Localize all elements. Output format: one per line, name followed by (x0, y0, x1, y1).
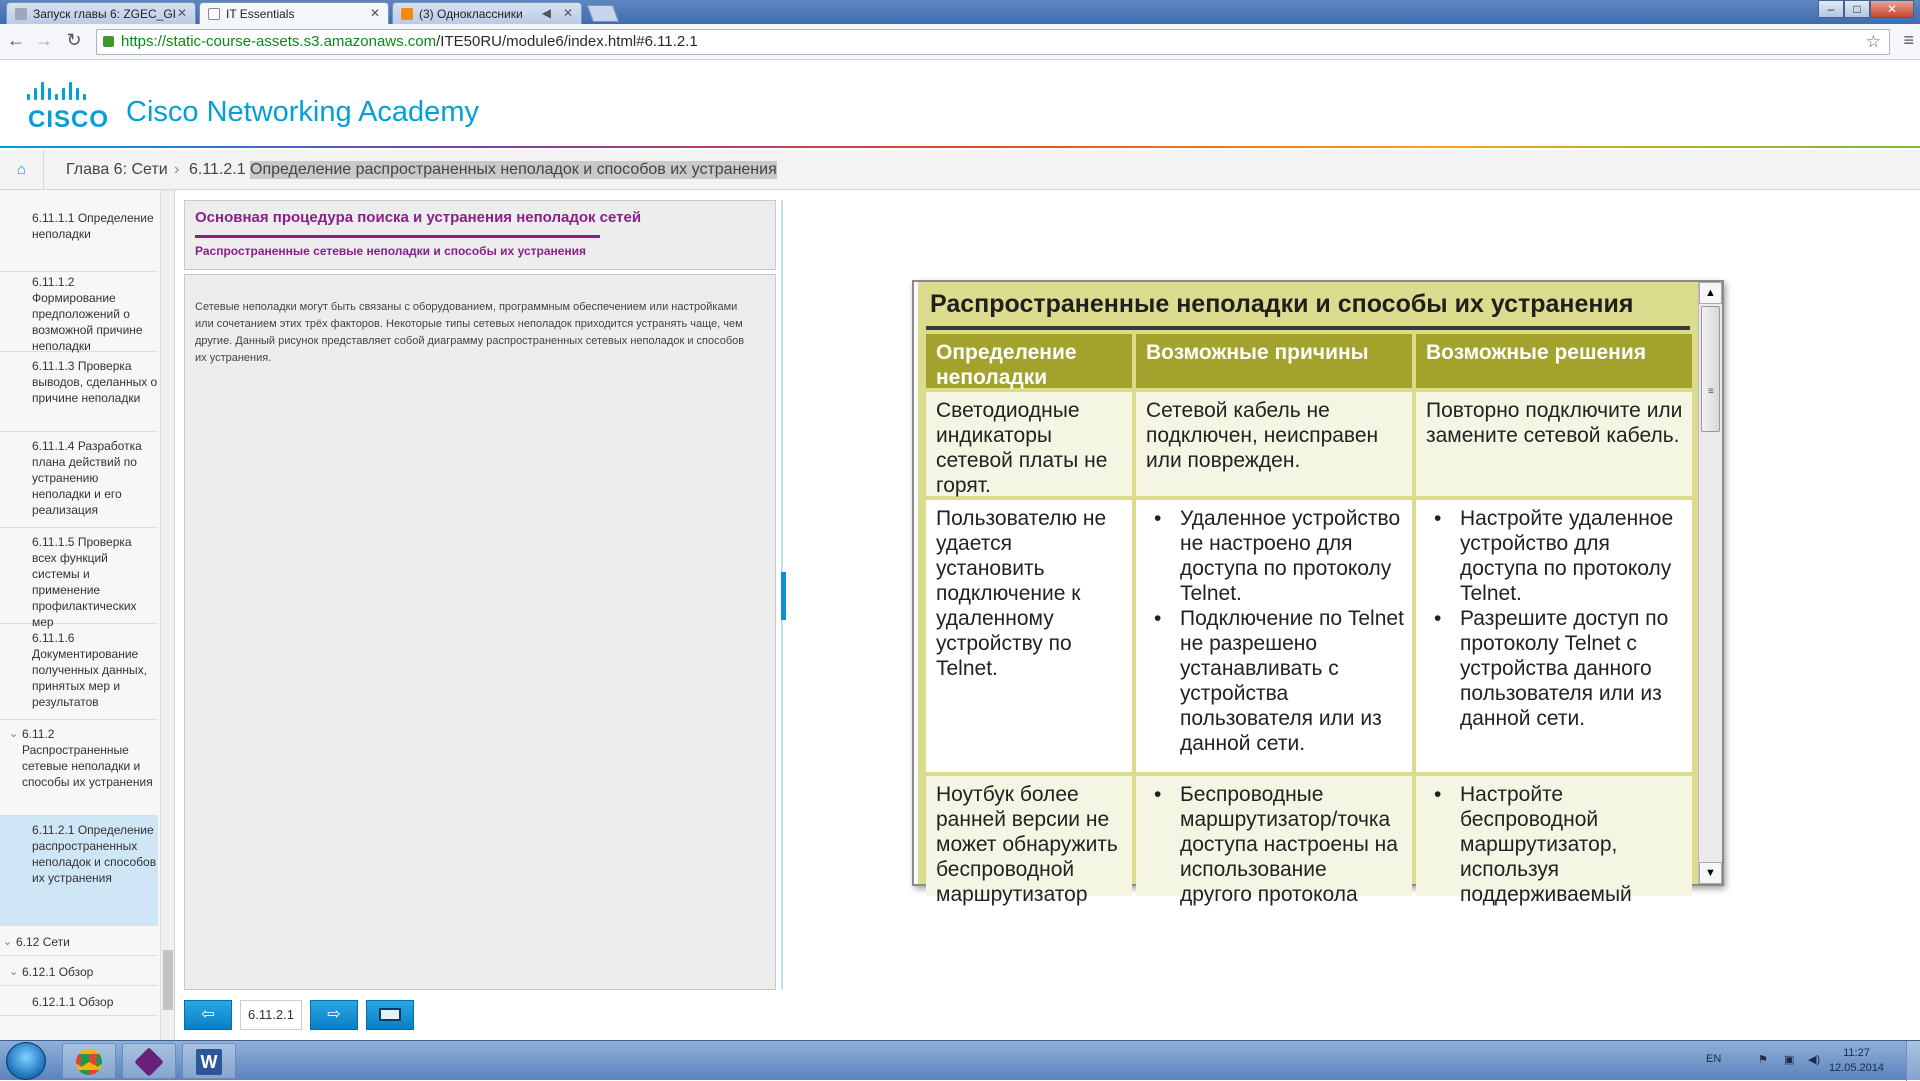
list-item: • Настройте беспроводной маршрутизатор, используя поддерживаемый (1426, 782, 1684, 907)
header-divider (0, 146, 1920, 148)
list-item: • Разрешите доступ по протоколу Telnet с устройства данного пользователя или из данной сети. (1426, 606, 1684, 731)
sidebar-item-6-11-2-1[interactable] (0, 816, 158, 926)
layout-toggle-button[interactable] (366, 1000, 414, 1030)
table-cell-solutions (1416, 776, 1692, 906)
breadcrumb-page-number: 6.11.2.1 (189, 161, 246, 178)
page-number-field: 6.11.2.1 (240, 1000, 302, 1030)
table-cell-solutions (1416, 500, 1692, 772)
sidebar-item-label: 6.12.1 Обзор (22, 965, 94, 979)
arrow-left-icon: ⇦ (201, 1006, 215, 1023)
course-sidebar (0, 190, 175, 1040)
browser-tab-bar (0, 0, 1920, 24)
table-cell-problem: Ноутбук более ранней версии не может обнаружить беспроводной маршрутизатор (926, 776, 1132, 896)
sidebar-item-6-11-1-5[interactable] (0, 528, 158, 629)
sidebar-item-6-11-1-2[interactable] (0, 272, 158, 352)
diagram-scrollbar[interactable] (1698, 282, 1722, 884)
maximize-button[interactable]: □ (1844, 0, 1870, 18)
title-underline (195, 235, 600, 238)
system-clock[interactable] (1829, 1046, 1884, 1076)
taskbar-chrome[interactable] (62, 1043, 116, 1079)
list-item: • Удаленное устройство не настроено для доступа по протоколу Telnet. (1146, 506, 1404, 606)
window-icon (379, 1008, 401, 1021)
arrow-right-icon: ⇨ (327, 1006, 341, 1023)
sidebar-item-label: 6.11.2 Распространенные сетевые неполадки и способы их устранения (22, 727, 153, 789)
tab-odnoklassniki[interactable] (392, 2, 582, 24)
next-page-button[interactable] (310, 1000, 358, 1030)
content-text: Сетевые неполадки могут быть связаны с оборудованием, программным обеспечением или настройками или сочетанием этих трёх факторов. Некоторые типы сетевых неполадок приходится устранять чаще, чем другие. Данный рисунок представляет собой диаграмму распространенных сетевых неполадок и способов их устранения. (195, 301, 745, 364)
content-title: Основная процедура поиска и устранения неполадок сетей (195, 209, 642, 226)
sidebar-item-label: 6.12.1.1 Обзор (32, 995, 114, 1009)
chevron-down-icon: ⌄ (9, 966, 19, 978)
diagram-canvas (918, 282, 1698, 906)
sidebar-item-label: 6.11.1.2 Формирование предположений о возможной причине неполадки (32, 275, 143, 353)
diagram-title: Распространенные неполадки и способы их устранения (930, 290, 1634, 318)
chevron-down-icon: ⌄ (3, 936, 13, 948)
scroll-down-arrow-icon[interactable]: ▼ (1699, 862, 1722, 884)
table-cell-problem: Светодиодные индикаторы сетевой платы не горят. (926, 392, 1132, 496)
back-icon[interactable]: ← (7, 30, 25, 50)
music-icon (401, 8, 413, 20)
sidebar-scroll-thumb[interactable] (163, 950, 173, 1010)
brand-title (126, 96, 479, 129)
windows-taskbar (0, 1040, 1920, 1080)
content-body (184, 274, 776, 990)
table-cell-solutions: Повторно подключите или замените сетевой кабель. (1416, 392, 1692, 496)
sidebar-item-6-11-1-6[interactable] (0, 624, 158, 720)
list-item: • Подключение по Telnet не разрешено устанавливать с устройства пользователя или из данной сети. (1146, 606, 1404, 756)
breadcrumb (0, 150, 1920, 190)
tab-label: (3) Одноклассники (419, 7, 523, 21)
url-path: /ITE50RU/module6/index.html#6.11.2.1 (436, 33, 698, 50)
start-button[interactable] (6, 1042, 46, 1080)
language-indicator[interactable]: EN (1706, 1053, 1722, 1065)
troubleshooting-diagram (912, 280, 1724, 906)
diagram-scroll-thumb[interactable] (1701, 306, 1720, 432)
document-icon (208, 8, 220, 20)
tab-label: Запуск главы 6: ZGEC_GI (33, 7, 177, 21)
table-cell-problem: Пользователю не удается установить подключение к удаленному устройству по Telnet. (926, 500, 1132, 772)
network-icon[interactable]: ▣ (1784, 1054, 1795, 1066)
address-bar-row (0, 24, 1920, 60)
minimize-button[interactable]: – (1818, 0, 1844, 18)
sidebar-item-label: 6.11.1.3 Проверка выводов, сделанных о причине неполадки (32, 359, 158, 405)
table-header-problem: Определение неполадки (926, 334, 1132, 388)
cisco-logo-icon (27, 82, 86, 100)
sidebar-item-6-12-1-1[interactable] (0, 986, 158, 1016)
scroll-up-arrow-icon[interactable]: ▲ (1699, 282, 1722, 304)
sidebar-item-6-11-1-3[interactable] (0, 352, 158, 432)
site-header (0, 60, 1920, 148)
table-header-causes: Возможные причины (1136, 334, 1412, 388)
brand-name: Cisco Networking Academy (126, 96, 479, 128)
chrome-icon (76, 1049, 102, 1075)
clock-time: 11:27 (1843, 1047, 1870, 1059)
breadcrumb-page-title: Определение распространенных неполадок и способов их устранения (250, 161, 777, 178)
grid-icon (15, 8, 27, 20)
tab-zgec[interactable] (6, 2, 196, 24)
url-scheme: https:// (121, 33, 167, 50)
sidebar-item-6-11-2[interactable] (0, 720, 158, 816)
url-input[interactable] (96, 29, 1890, 55)
home-icon[interactable]: ⌂ (0, 150, 44, 190)
bookmark-star-icon[interactable]: ☆ (1865, 32, 1881, 51)
reload-icon[interactable]: ↻ (66, 30, 82, 50)
list-item: • Беспроводные маршрутизатор/точка доступа настроены на использование другого протокола (1146, 782, 1404, 907)
sidebar-item-6-11-1-4[interactable] (0, 432, 158, 528)
taskbar-word[interactable] (182, 1043, 236, 1079)
sidebar-item-label: 6.11.1.4 Разработка плана действий по устранению неполадки и его реализация (32, 439, 142, 517)
speaker-icon: ◀ (541, 6, 551, 20)
sidebar-item-label: 6.11.1.6 Документирование полученных данных, принятых мер и результатов (32, 631, 147, 709)
flag-icon[interactable]: ⚑ (1758, 1054, 1768, 1066)
close-tab-icon[interactable]: ✕ (562, 6, 573, 20)
table-cell-causes: Сетевой кабель не подключен, неисправен или поврежден. (1136, 392, 1412, 496)
sidebar-item-6-12[interactable] (0, 926, 158, 956)
table-header-solutions: Возможные решения (1416, 334, 1692, 388)
chevron-down-icon: ⌄ (9, 728, 19, 740)
close-tab-icon[interactable]: ✕ (176, 6, 187, 20)
breadcrumb-separator: › (174, 161, 180, 178)
new-tab-button[interactable] (587, 5, 619, 22)
sidebar-item-label: 6.11.2.1 Определение распространенных неполадок и способов их устранения (32, 823, 157, 885)
sidebar-item-6-12-1[interactable] (0, 956, 158, 986)
breadcrumb-chapter[interactable]: Глава 6: Сети (66, 161, 168, 178)
prev-page-button[interactable] (184, 1000, 232, 1030)
diagram-title-rule (926, 326, 1690, 330)
panel-resize-handle[interactable] (781, 572, 786, 620)
window-controls (1818, 0, 1914, 20)
grip-icon: ≡ (1708, 386, 1714, 397)
show-desktop-button[interactable] (1906, 1041, 1920, 1081)
sidebar-item-label: 6.11.1.5 Проверка всех функций системы и применение профилактических мер (32, 535, 137, 629)
volume-icon[interactable]: ◀) (1808, 1054, 1821, 1066)
list-item: • Настройте удаленное устройство для доступа по протоколу Telnet. (1426, 506, 1684, 606)
content-subtitle: Распространенные сетевые неполадки и способы их устранения (195, 244, 587, 258)
cisco-logo-text: CISCO (28, 106, 110, 133)
sidebar-item-label: 6.12 Сети (16, 935, 70, 949)
word-icon: W (196, 1049, 222, 1075)
tab-it-essentials[interactable] (199, 2, 389, 24)
menu-icon[interactable]: ≡ (1903, 30, 1914, 50)
tab-label: IT Essentials (226, 7, 295, 21)
content-header (184, 200, 776, 270)
forward-icon[interactable]: → (35, 30, 53, 50)
lock-icon (103, 36, 114, 47)
url-host: static-course-assets.s3.amazonaws.com (166, 33, 437, 50)
close-window-button[interactable]: ✕ (1870, 0, 1914, 18)
sidebar-item-label: 6.11.1.1 Определение неполадки (32, 211, 154, 241)
close-tab-icon[interactable]: ✕ (369, 6, 380, 20)
sidebar-scrollbar[interactable] (160, 190, 174, 1040)
taskbar-visual-studio[interactable] (122, 1043, 176, 1079)
clock-date: 12.05.2014 (1828, 1062, 1884, 1074)
table-cell-causes (1136, 500, 1412, 772)
table-cell-causes (1136, 776, 1412, 906)
visual-studio-icon (134, 1047, 163, 1076)
sidebar-item-6-11-1-1[interactable] (0, 208, 158, 272)
